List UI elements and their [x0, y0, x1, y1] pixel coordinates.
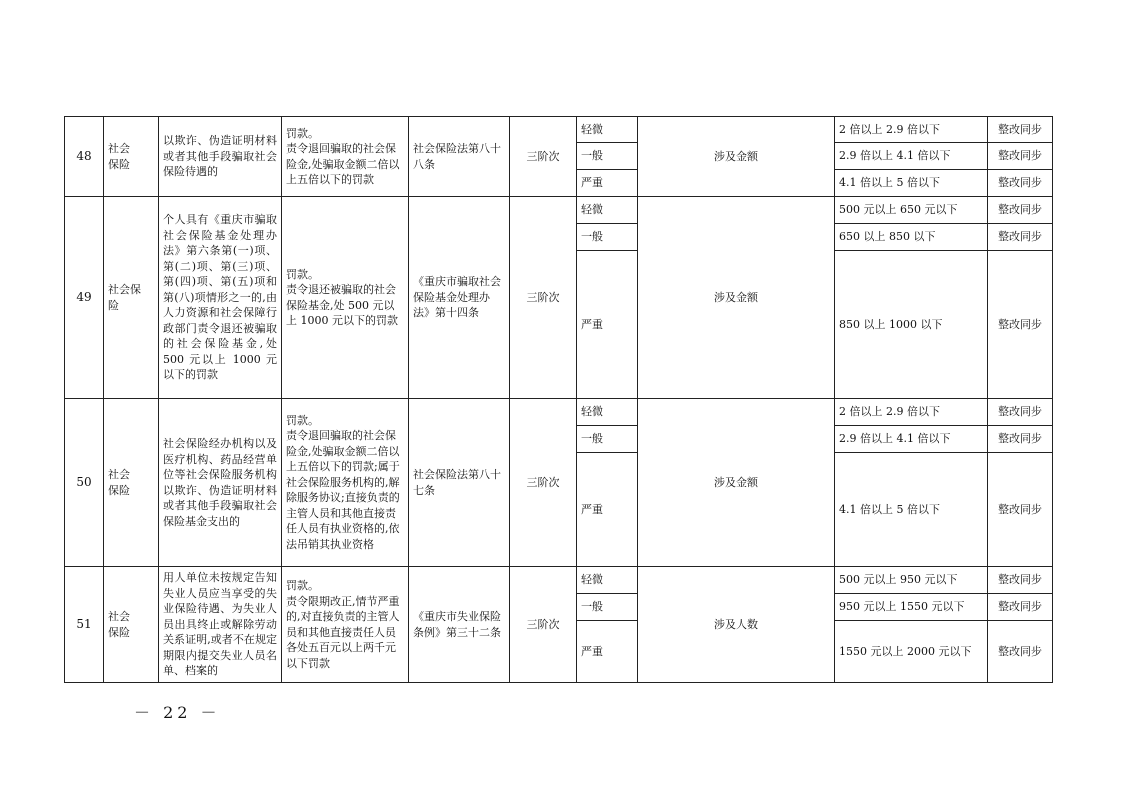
page-number: － 22 －: [134, 703, 221, 722]
discretion-steps: 三阶次: [510, 197, 577, 399]
rectification-note: 整改同步: [988, 224, 1053, 251]
penalty-range: 4.1 倍以上 5 倍以下: [835, 453, 988, 567]
severity-level: 严重: [577, 621, 638, 683]
row-number: 50: [65, 399, 104, 567]
discretion-steps: 三阶次: [510, 117, 577, 197]
category-cell: 社会 保险: [104, 117, 159, 197]
penalty-range: 1550 元以上 2000 元以下: [835, 621, 988, 683]
rectification-note: 整改同步: [988, 170, 1053, 197]
penalty-cell: 罚款。 责令退回骗取的社会保险金,处骗取金额二倍以上五倍以下的罚款: [282, 117, 409, 197]
penalty-cell: 罚款。 责令限期改正,情节严重的,对直接负责的主管人员和其他直接责任人员各处五百元以上两千元以下罚款: [282, 567, 409, 683]
penalty-range: 2 倍以上 2.9 倍以下: [835, 117, 988, 143]
penalty-range: 650 以上 850 以下: [835, 224, 988, 251]
severity-level: 严重: [577, 170, 638, 197]
violation-condition: 个人具有《重庆市骗取社会保险基金处理办法》第六条第(一)项、第(二)项、第(三)项、第(四)项、第(五)项和第(八)项情形之一的,由人力资源和社会保障行政部门责令退还被骗取的社会保险基金,处 500 元以上 1000 元以下的罚款: [159, 197, 282, 399]
violation-condition: 用人单位未按规定告知失业人员应当享受的失业保险待遇、为失业人员出具终止或解除劳动关系证明,或者不在规定期限内提交失业人员名单、档案的: [159, 567, 282, 683]
severity-level: 轻微: [577, 567, 638, 594]
table-row: [65, 567, 1053, 594]
rectification-note: 整改同步: [988, 143, 1053, 170]
penalty-cell: 罚款。 责令退回骗取的社会保险金,处骗取金额二倍以上五倍以下的罚款;属于社会保险服务机构的,解除服务协议;直接负责的主管人员和其他直接责任人员有执业资格的,依法吊销其执业资格: [282, 399, 409, 567]
severity-level: 严重: [577, 251, 638, 399]
table-row: [65, 399, 1053, 426]
penalty-range: 500 元以上 650 元以下: [835, 197, 988, 224]
penalty-range: 850 以上 1000 以下: [835, 251, 988, 399]
severity-level: 严重: [577, 453, 638, 567]
rectification-note: 整改同步: [988, 567, 1053, 594]
legal-basis: 《重庆市失业保险条例》第三十二条: [409, 567, 510, 683]
rectification-note: 整改同步: [988, 594, 1053, 621]
penalty-range: 2.9 倍以上 4.1 倍以下: [835, 426, 988, 453]
rectification-note: 整改同步: [988, 453, 1053, 567]
severity-level: 一般: [577, 143, 638, 170]
legal-basis: 社会保险法第八十七条: [409, 399, 510, 567]
legal-basis: 《重庆市骗取社会保险基金处理办法》第十四条: [409, 197, 510, 399]
discretion-factor: 涉及金额: [638, 117, 835, 197]
penalty-range: 2 倍以上 2.9 倍以下: [835, 399, 988, 426]
rectification-note: 整改同步: [988, 426, 1053, 453]
discretion-factor: 涉及金额: [638, 399, 835, 567]
legal-basis: 社会保险法第八十八条: [409, 117, 510, 197]
row-number: 51: [65, 567, 104, 683]
severity-level: 一般: [577, 594, 638, 621]
penalty-range: 950 元以上 1550 元以下: [835, 594, 988, 621]
penalty-cell: 罚款。 责令退还被骗取的社会保险基金,处 500 元以上 1000 元以下的罚款: [282, 197, 409, 399]
rectification-note: 整改同步: [988, 251, 1053, 399]
category-cell: 社会保 险: [104, 197, 159, 399]
penalty-range: 2.9 倍以上 4.1 倍以下: [835, 143, 988, 170]
rectification-note: 整改同步: [988, 197, 1053, 224]
row-number: 49: [65, 197, 104, 399]
severity-level: 轻微: [577, 117, 638, 143]
severity-level: 轻微: [577, 399, 638, 426]
rectification-note: 整改同步: [988, 399, 1053, 426]
discretion-factor: 涉及人数: [638, 567, 835, 683]
discretion-steps: 三阶次: [510, 567, 577, 683]
discretion-factor: 涉及金额: [638, 197, 835, 399]
severity-level: 一般: [577, 426, 638, 453]
violation-condition: 社会保险经办机构以及医疗机构、药品经营单位等社会保险服务机构以欺诈、伪造证明材料或者其他手段骗取社会保险基金支出的: [159, 399, 282, 567]
table-row: [65, 117, 1053, 143]
row-number: 48: [65, 117, 104, 197]
table-row: [65, 197, 1053, 224]
rectification-note: 整改同步: [988, 117, 1053, 143]
penalty-standards-table: [64, 116, 1053, 683]
penalty-range: 4.1 倍以上 5 倍以下: [835, 170, 988, 197]
category-cell: 社会 保险: [104, 567, 159, 683]
penalty-range: 500 元以上 950 元以下: [835, 567, 988, 594]
severity-level: 一般: [577, 224, 638, 251]
severity-level: 轻微: [577, 197, 638, 224]
violation-condition: 以欺诈、伪造证明材料或者其他手段骗取社会保险待遇的: [159, 117, 282, 197]
category-cell: 社会 保险: [104, 399, 159, 567]
rectification-note: 整改同步: [988, 621, 1053, 683]
discretion-steps: 三阶次: [510, 399, 577, 567]
